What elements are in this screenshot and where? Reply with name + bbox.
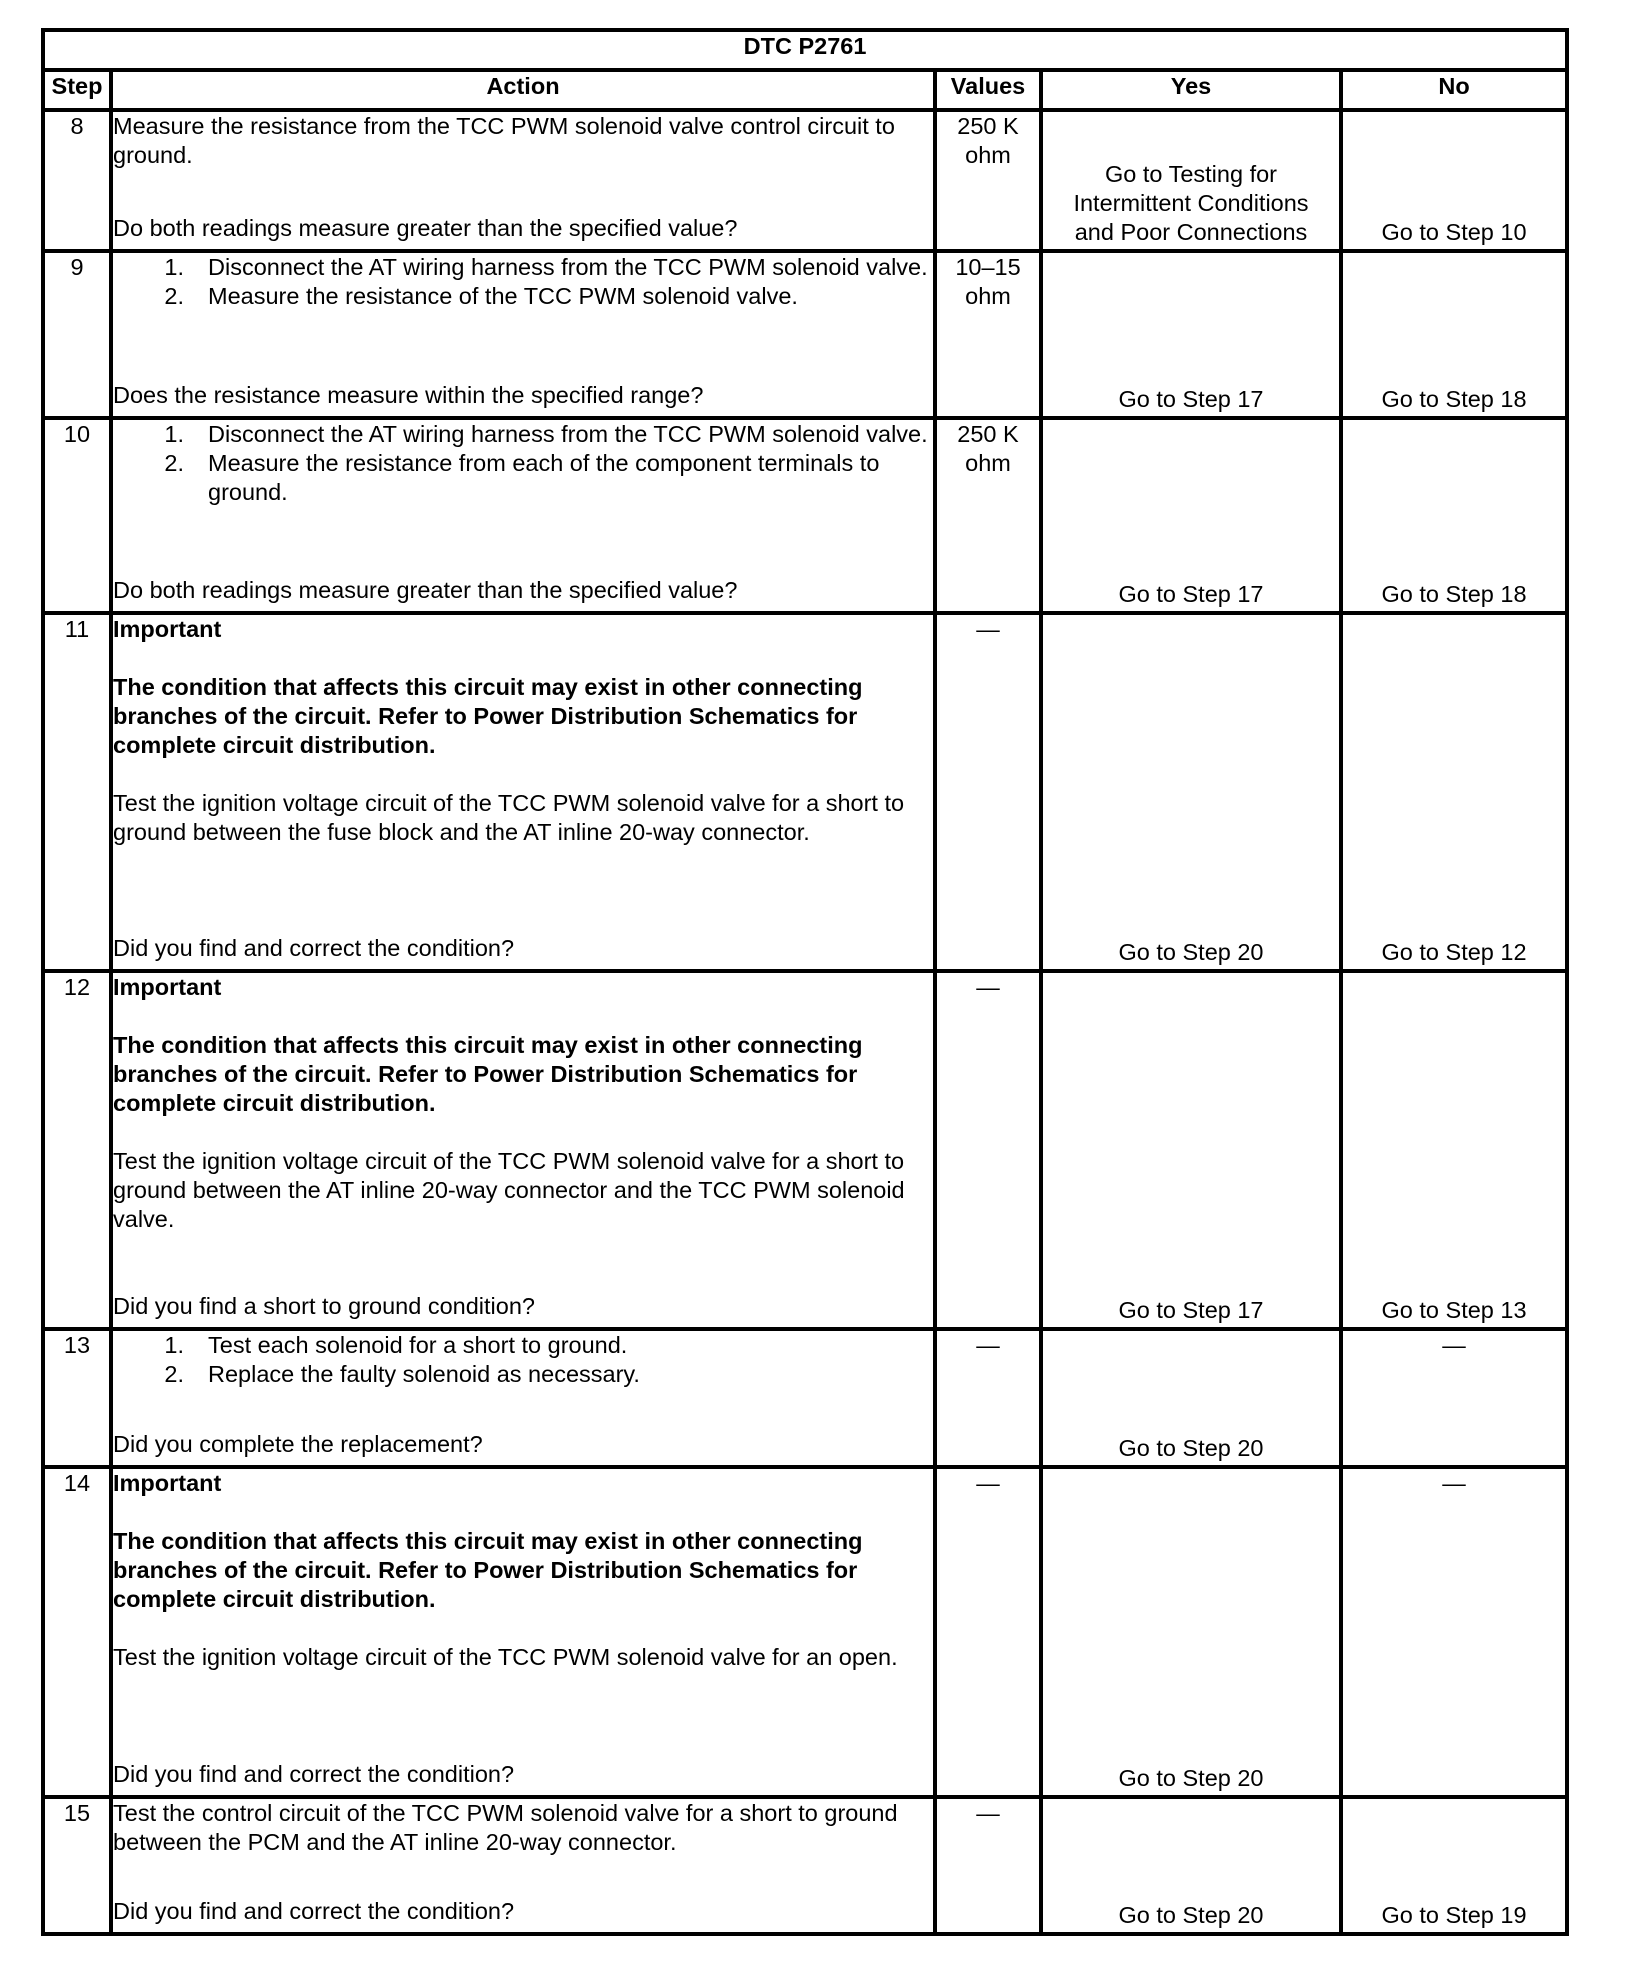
step-number: 14 [43, 1467, 111, 1797]
value-dash: — [976, 616, 1000, 642]
value-dash: — [976, 1800, 1000, 1826]
step-number: 13 [43, 1329, 111, 1467]
values-cell [935, 110, 1041, 251]
action-question: Did you find and correct the condition? [113, 1761, 515, 1787]
values-cell [935, 1467, 1041, 1797]
step-number: 11 [43, 613, 111, 971]
yes-cell [1041, 613, 1341, 971]
action-question: Did you complete the replacement? [113, 1431, 483, 1457]
important-text: The condition that affects this circuit may exist in other connecting branches of the circuit. Refer to Power Distribution Schematics for complete circuit distribution. [113, 1528, 863, 1612]
yes-cell [1041, 110, 1341, 251]
action-step: 2. Replace the faulty solenoid as necessary. [164, 1361, 640, 1387]
no-cell [1341, 1797, 1567, 1934]
action-question: Did you find a short to ground condition? [113, 1293, 535, 1319]
header-values: Values [935, 70, 1041, 110]
value-dash: — [976, 1332, 1000, 1358]
no-link[interactable]: Go to Step 10 [1381, 219, 1527, 245]
action-question: Did you find and correct the condition? [113, 935, 515, 961]
table-row [43, 1797, 1567, 1934]
header-no: No [1341, 70, 1567, 110]
no-cell [1341, 110, 1567, 251]
yes-link[interactable]: Go to Testing for Intermittent Conditions and Poor Connections [1073, 161, 1309, 245]
table-row [43, 110, 1567, 251]
table-row [43, 971, 1567, 1329]
no-link[interactable]: Go to Step 19 [1381, 1902, 1527, 1928]
table-row [43, 1467, 1567, 1797]
action-step: 1. Disconnect the AT wiring harness from the TCC PWM solenoid valve. [164, 254, 928, 280]
value-dash: — [976, 974, 1000, 1000]
test-instruction: Test the ignition voltage circuit of the TCC PWM solenoid valve for a short to ground between the fuse block and the AT inline 20-way connector. [113, 790, 905, 845]
action-question: Do both readings measure greater than the specified value? [113, 215, 738, 241]
yes-cell [1041, 1329, 1341, 1467]
header-yes: Yes [1041, 70, 1341, 110]
yes-link[interactable]: Go to Step 20 [1118, 1765, 1264, 1791]
step-number: 12 [43, 971, 111, 1329]
action-text: Test the control circuit of the TCC PWM solenoid valve for a short to ground between the PCM and the AT inline 20-way connector. [113, 1800, 898, 1855]
value-dash: — [976, 1470, 1000, 1496]
no-dash: — [1442, 1470, 1466, 1496]
no-link[interactable]: Go to Step 12 [1381, 939, 1527, 965]
action-question: Do both readings measure greater than the specified value? [113, 577, 738, 603]
action-cell [111, 1467, 935, 1797]
yes-link[interactable]: Go to Step 20 [1118, 939, 1264, 965]
no-cell [1341, 251, 1567, 418]
header-step: Step [43, 70, 111, 110]
action-question: Does the resistance measure within the specified range? [113, 382, 704, 408]
action-cell [111, 613, 935, 971]
no-cell [1341, 1329, 1567, 1467]
important-text: The condition that affects this circuit may exist in other connecting branches of the circuit. Refer to Power Distribution Schematics for complete circuit distribution. [113, 674, 863, 758]
action-step: 1. Disconnect the AT wiring harness from the TCC PWM solenoid valve. [164, 421, 928, 447]
step-number: 9 [43, 251, 111, 418]
yes-cell [1041, 251, 1341, 418]
value-text: 250 K ohm [957, 421, 1019, 476]
no-link[interactable]: Go to Step 18 [1381, 386, 1527, 412]
yes-link[interactable]: Go to Step 17 [1118, 386, 1264, 412]
step-number: 15 [43, 1797, 111, 1934]
step-number: 8 [43, 110, 111, 251]
value-text: 10–15 ohm [955, 254, 1021, 309]
yes-cell [1041, 971, 1341, 1329]
dtc-table [41, 28, 1569, 1936]
no-cell [1341, 418, 1567, 613]
values-cell [935, 418, 1041, 613]
action-steps [113, 420, 933, 507]
test-instruction: Test the ignition voltage circuit of the TCC PWM solenoid valve for a short to ground between the AT inline 20-way connector and the TCC PWM solenoid valve. [113, 1148, 905, 1232]
table-row [43, 613, 1567, 971]
action-step: 2. Measure the resistance from each of the component terminals to ground. [164, 450, 880, 505]
yes-cell [1041, 1467, 1341, 1797]
action-cell [111, 251, 935, 418]
action-cell [111, 418, 935, 613]
yes-link[interactable]: Go to Step 17 [1118, 581, 1264, 607]
values-cell [935, 1797, 1041, 1934]
header-action: Action [111, 70, 935, 110]
no-link[interactable]: Go to Step 18 [1381, 581, 1527, 607]
no-cell [1341, 971, 1567, 1329]
table-row [43, 1329, 1567, 1467]
table-header-row [43, 70, 1567, 110]
values-cell [935, 613, 1041, 971]
values-cell [935, 971, 1041, 1329]
table-title: DTC P2761 [43, 30, 1567, 70]
action-question: Did you find and correct the condition? [113, 1898, 515, 1924]
table-title-row [43, 30, 1567, 70]
important-text: The condition that affects this circuit may exist in other connecting branches of the circuit. Refer to Power Distribution Schematics for complete circuit distribution. [113, 1032, 863, 1116]
action-step: 2. Measure the resistance of the TCC PWM solenoid valve. [164, 283, 798, 309]
values-cell [935, 251, 1041, 418]
yes-link[interactable]: Go to Step 20 [1118, 1435, 1264, 1461]
no-cell [1341, 1467, 1567, 1797]
yes-link[interactable]: Go to Step 17 [1118, 1297, 1264, 1323]
value-text: 250 K ohm [957, 113, 1019, 168]
action-cell [111, 110, 935, 251]
step-number: 10 [43, 418, 111, 613]
action-step: 1. Test each solenoid for a short to ground. [164, 1332, 628, 1358]
action-steps [113, 1331, 933, 1389]
table-row [43, 418, 1567, 613]
action-cell [111, 971, 935, 1329]
action-cell [111, 1797, 935, 1934]
yes-cell [1041, 418, 1341, 613]
yes-link[interactable]: Go to Step 20 [1118, 1902, 1264, 1928]
yes-cell [1041, 1797, 1341, 1934]
test-instruction: Test the ignition voltage circuit of the TCC PWM solenoid valve for an open. [113, 1644, 898, 1670]
important-label: Important [113, 974, 222, 1000]
no-cell [1341, 613, 1567, 971]
values-cell [935, 1329, 1041, 1467]
important-label: Important [113, 616, 222, 642]
action-steps [113, 253, 933, 311]
action-cell [111, 1329, 935, 1467]
table-row [43, 251, 1567, 418]
action-text: Measure the resistance from the TCC PWM solenoid valve control circuit to ground. [113, 113, 895, 168]
no-dash: — [1442, 1332, 1466, 1358]
important-label: Important [113, 1470, 222, 1496]
no-link[interactable]: Go to Step 13 [1381, 1297, 1527, 1323]
